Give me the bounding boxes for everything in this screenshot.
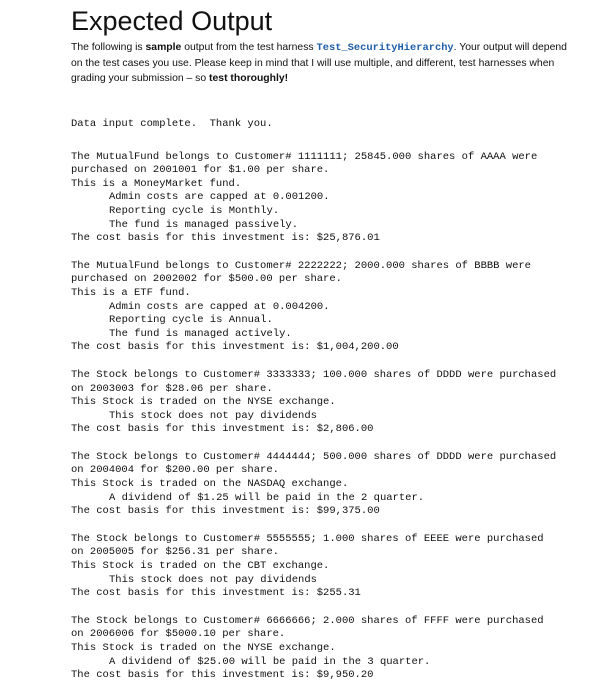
investment-record <box>71 451 556 519</box>
harness-name: Test_SecurityHierarchy <box>316 42 454 54</box>
record-line: The Stock belongs to Customer# 5555555; 1.000 shares of EEEE were purchased <box>71 532 544 545</box>
record-cost-basis: The cost basis for this investment is: $255.31 <box>71 587 361 600</box>
record-cost-basis: The cost basis for this investment is: $99,375.00 <box>71 505 380 518</box>
record-line: The MutualFund belongs to Customer# 2222222; 2000.000 shares of BBBB were <box>71 259 531 272</box>
record-line: The MutualFund belongs to Customer# 1111111; 25845.000 shares of AAAA were <box>71 150 538 163</box>
intro-text-2: output from the test harness <box>181 42 317 53</box>
intro-paragraph <box>71 40 571 86</box>
investment-record <box>71 369 556 437</box>
investment-record <box>71 151 556 246</box>
console-header: Data input complete. Thank you. <box>71 118 273 130</box>
record-line: This Stock is traded on the NYSE exchange. <box>71 396 336 409</box>
record-line: purchased on 2002002 for $500.00 per share. <box>71 273 342 286</box>
intro-text-1: The following is <box>71 42 146 53</box>
record-detail: The fund is managed passively. <box>109 218 299 231</box>
record-line: This is a MoneyMarket fund. <box>71 177 242 190</box>
record-cost-basis: The cost basis for this investment is: $9,950.20 <box>71 669 374 682</box>
record-detail: A dividend of $1.25 will be paid in the 2 quarter. <box>109 491 425 504</box>
record-detail: Admin costs are capped at 0.004200. <box>109 300 330 313</box>
investment-record <box>71 615 556 683</box>
record-line: The Stock belongs to Customer# 6666666; 2.000 shares of FFFF were purchased <box>71 614 544 627</box>
record-detail: Reporting cycle is Annual. <box>109 314 273 327</box>
record-line: This Stock is traded on the NASDAQ exchange. <box>71 478 349 491</box>
record-line: on 2003003 for $28.06 per share. <box>71 382 273 395</box>
record-detail: Reporting cycle is Monthly. <box>109 204 280 217</box>
intro-sample-emphasis: sample <box>145 42 182 53</box>
record-detail: This stock does not pay dividends <box>109 409 317 422</box>
record-line: purchased on 2001001 for $1.00 per share. <box>71 164 330 177</box>
record-detail: A dividend of $25.00 will be paid in the 3 quarter. <box>109 655 431 668</box>
console-output <box>71 118 556 683</box>
record-cost-basis: The cost basis for this investment is: $1,004,200.00 <box>71 341 399 354</box>
record-cost-basis: The cost basis for this investment is: $2,806.00 <box>71 423 374 436</box>
page-title: Expected Output <box>71 6 273 36</box>
record-line: on 2005005 for $256.31 per share. <box>71 546 279 559</box>
record-detail: This stock does not pay dividends <box>109 573 317 586</box>
intro-text-3: . Your output will depend on the test cases you use. Please keep in mind that I will use multiple, and different, test harnesses when grading your submission – so <box>71 42 567 84</box>
record-line: The Stock belongs to Customer# 3333333; 100.000 shares of DDDD were purchased <box>71 368 557 381</box>
intro-test-emphasis: test thoroughly! <box>209 73 289 84</box>
record-cost-basis: The cost basis for this investment is: $25,876.01 <box>71 232 380 245</box>
record-line: This Stock is traded on the NYSE exchange. <box>71 642 336 654</box>
investment-record <box>71 533 556 601</box>
investment-record <box>71 260 556 355</box>
record-detail: The fund is managed actively. <box>109 327 292 340</box>
record-line: This Stock is traded on the CBT exchange. <box>71 560 330 573</box>
record-line: on 2006006 for $5000.10 per share. <box>71 628 286 641</box>
record-line: on 2004004 for $200.00 per share. <box>71 464 279 477</box>
record-detail: Admin costs are capped at 0.001200. <box>109 191 330 204</box>
record-line: The Stock belongs to Customer# 4444444; 500.000 shares of DDDD were purchased <box>71 450 557 463</box>
record-line: This is a ETF fund. <box>71 286 191 299</box>
